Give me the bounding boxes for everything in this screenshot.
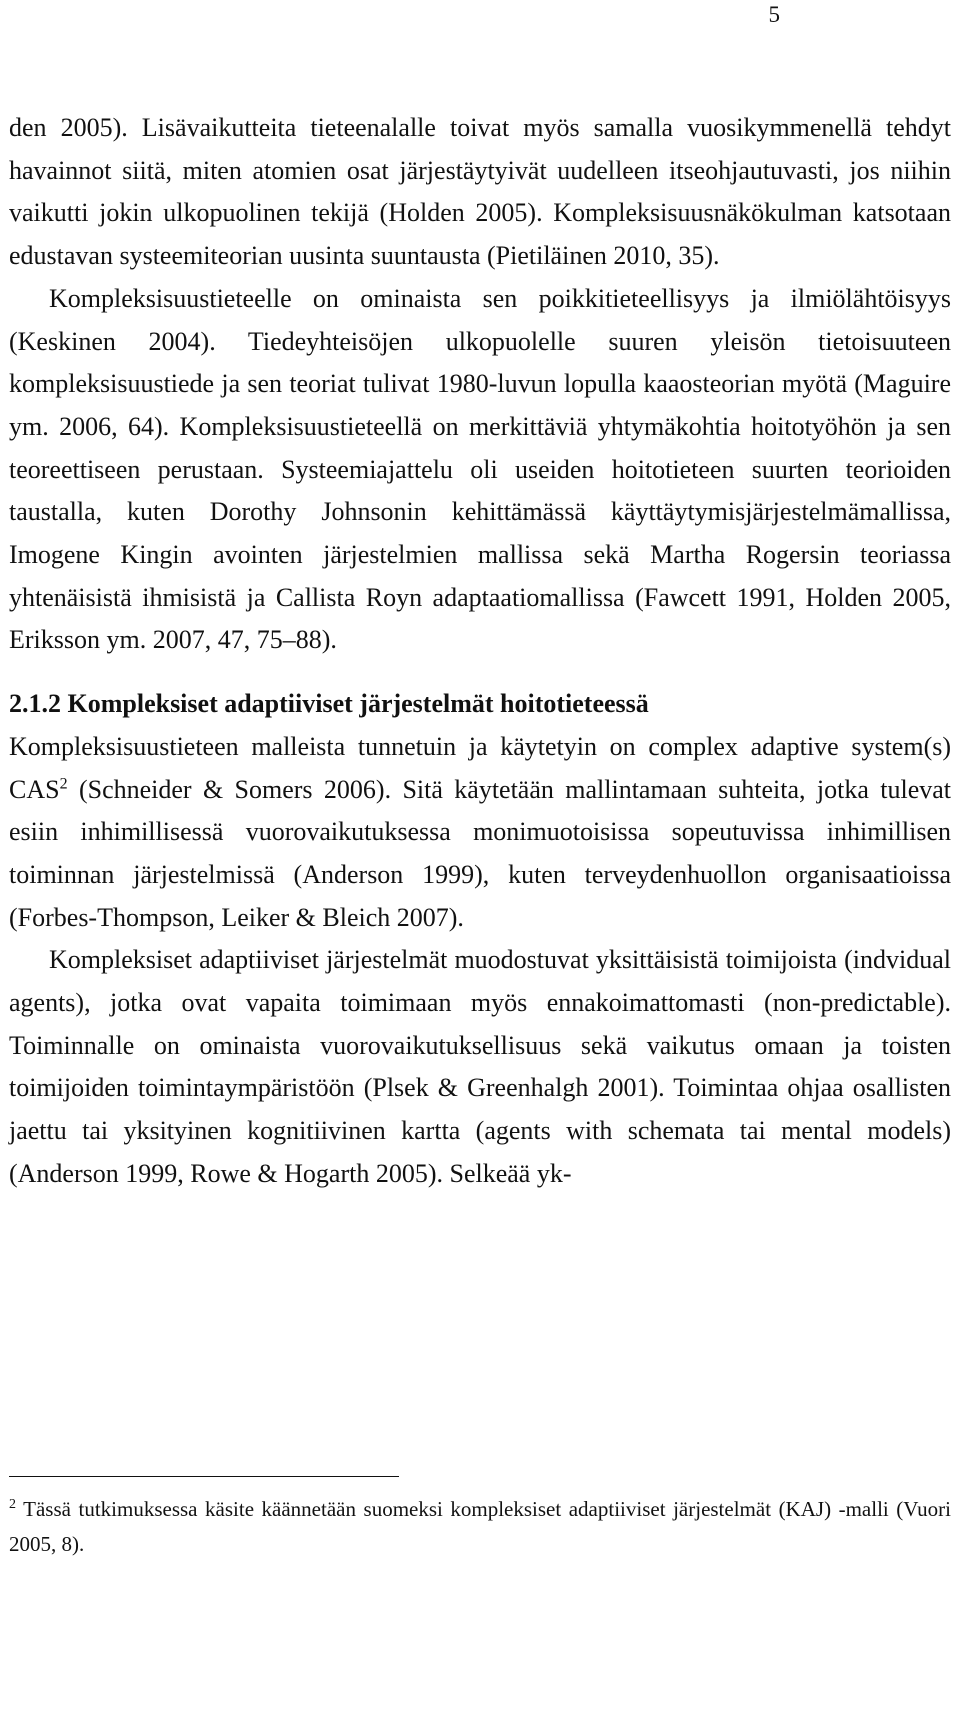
- body-text: [9, 107, 951, 1196]
- paragraph-3-text: Kompleksisuustieteen malleista tunnetuin ja käytetyin on complex adaptive system(s) CAS: [9, 731, 951, 804]
- paragraph-1: den 2005). Lisävaikutteita tieteenalalle toivat myös samalla vuosikymmenellä tehdyt havainnot siitä, miten atomien osat järjestäytyivät uudelleen itseohjautuvasti, jos niihin vaikutti jokin ulkopuolinen tekijä (Holden 2005). Kompleksisuusnäkökulman katsotaan edustavan systeemiteorian uusinta suuntausta (Pietiläinen 2010, 35).: [9, 113, 951, 271]
- footnote-separator: [9, 1476, 399, 1477]
- footnote-text: Tässä tutkimuksessa käsite käännetään suomeksi kompleksiset adaptiiviset järjestelmät (KAJ) -malli (Vuori 2005, 8).: [9, 1497, 951, 1556]
- paragraph-3-text-cont: (Schneider & Somers 2006). Sitä käytetään mallintamaan suhteita, jotka tulevat esiin inhimillisessä vuorovaikutuksessa monimuotoisissa sopeutuvissa inhimillisen toiminnan järjestelmissä (Anderson 1999), kuten terveydenhuollon organisaatioissa (Forbes-Thompson, Leiker & Bleich 2007).: [9, 774, 951, 932]
- section-heading: 2.1.2 Kompleksiset adaptiiviset järjestelmät hoitotieteessä: [9, 689, 649, 719]
- page-number: 5: [768, 2, 780, 27]
- paragraph-2: Kompleksisuustieteelle on ominaista sen poikkitieteellisyys ja ilmiölähtöisyys (Keskinen 2004). Tiedeyhteisöjen ulkopuolelle suuren yleisön tietoisuuteen kompleksisuustiede ja sen teoriat tulivat 1980-luvun lopulla kaaosteorian myötä (Maguire ym. 2006, 64). Kompleksisuustieteellä on merkittäviä yhtymäkohtia hoitotyöhön ja sen teoreettiseen perustaan. Systeemiajattelu oli useiden hoitotieteen suurten teorioiden taustalla, kuten Dorothy Johnsonin kehittämässä käyttäytymisjärjestelmämallissa, Imogene Kingin avointen järjestelmien mallissa sekä Martha Rogersin teoriassa yhtenäisistä ihmisistä ja Callista Royn adaptaatiomallissa (Fawcett 1991, Holden 2005, Eriksson ym. 2007, 47, 75–88).: [9, 283, 951, 655]
- footnote-marker: 2: [9, 1497, 16, 1512]
- paragraph-4: Kompleksiset adaptiiviset järjestelmät muodostuvat yksittäisistä toimijoista (indvidual agents), jotka ovat vapaita toimimaan myös ennakoimattomasti (non-predictable). Toiminnalle on ominaista vuorovaikutuksellisuus sekä vaikutus omaan ja toisten toimijoiden toimintaympäristöön (Plsek & Greenhalgh 2001). Toimintaa ohjaa osallisten jaettu tai yksityinen kognitiivinen kartta (agents with schemata tai mental models) (Anderson 1999, Rowe & Hogarth 2005). Selkeää yk-: [9, 945, 951, 1188]
- footnote-reference: 2: [59, 774, 68, 792]
- footnote: [9, 1492, 951, 1562]
- paragraph-3: [9, 726, 951, 940]
